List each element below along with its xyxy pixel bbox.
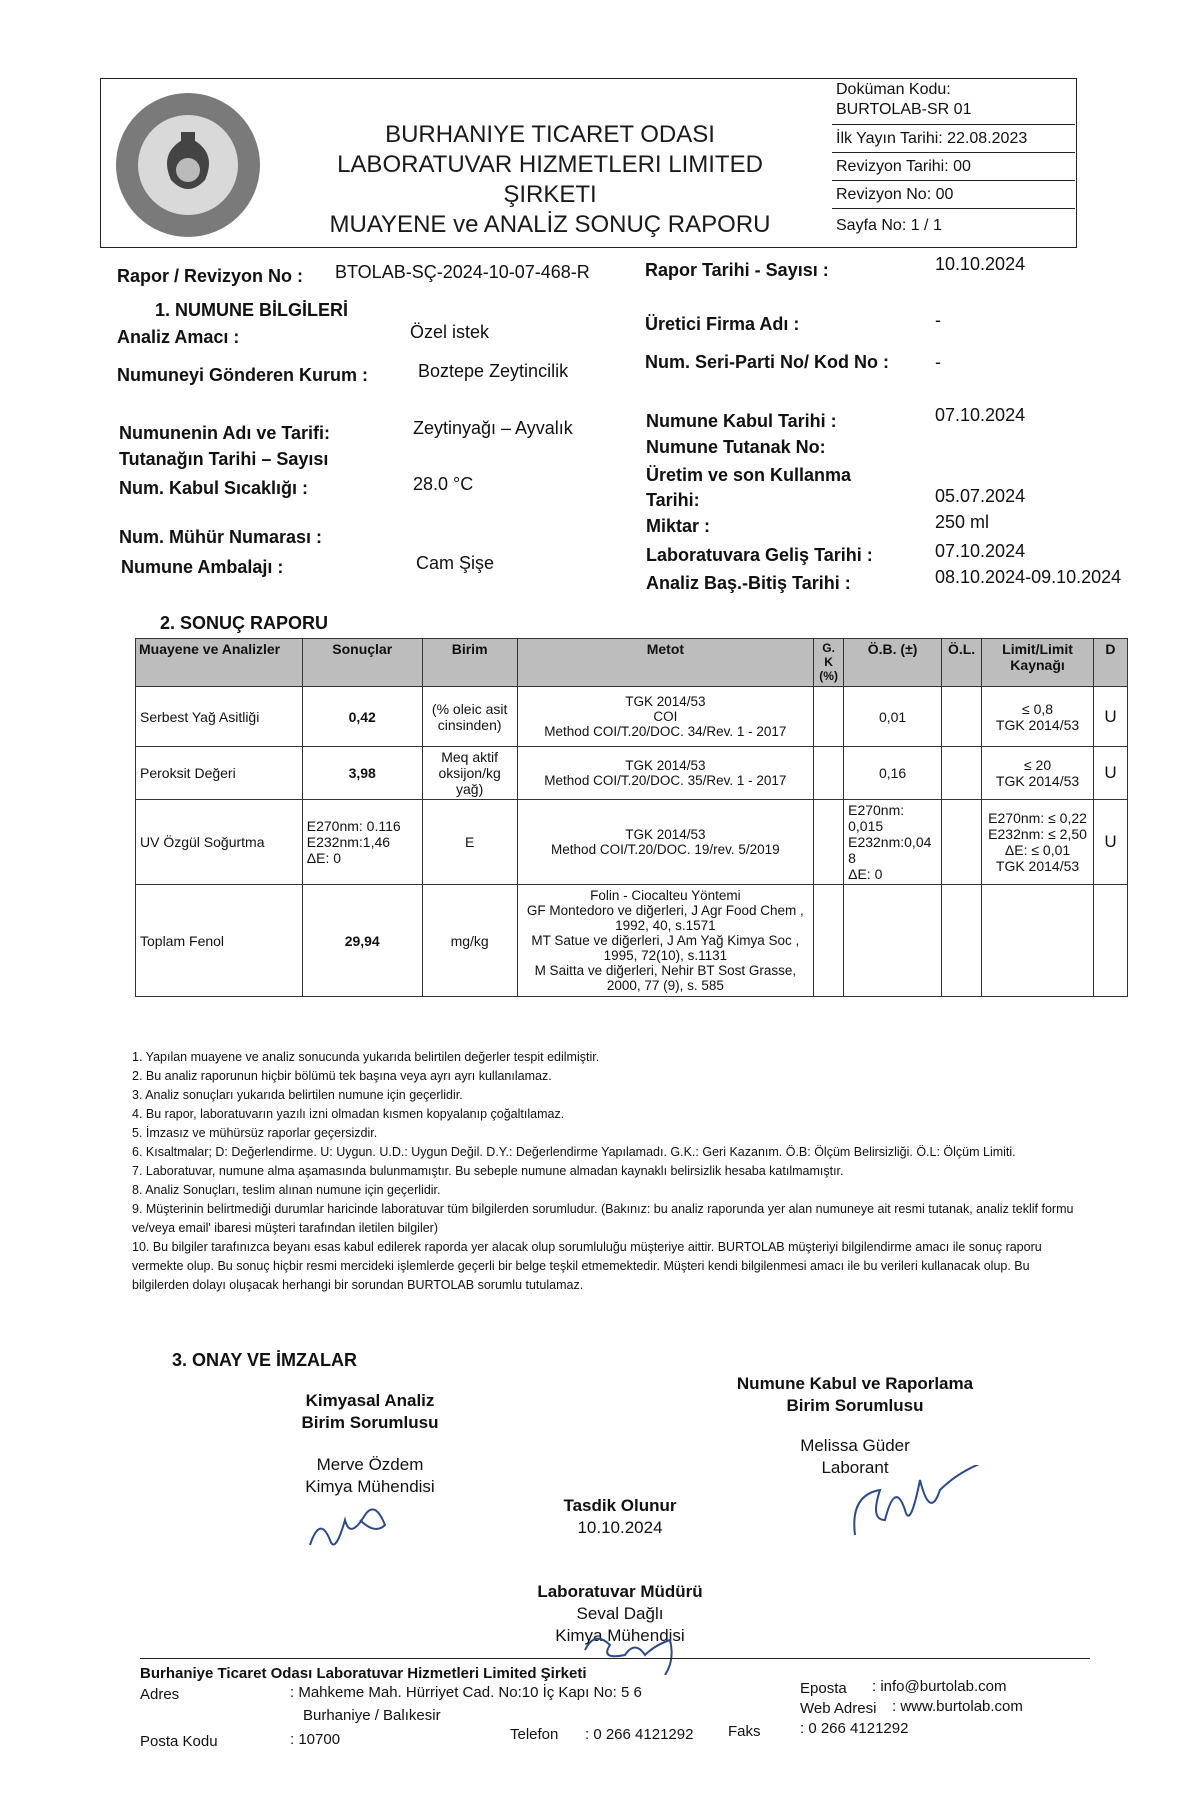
note-item: 3. Analiz sonuçları yukarıda belirtilen numune için geçerlidir. <box>132 1088 463 1102</box>
col-result: Sonuçlar <box>302 639 422 687</box>
cell-unit: Meq aktif oksijon/kg yağ) <box>422 747 517 800</box>
left-signature-mark <box>300 1500 420 1560</box>
footer-phone-value: : 0 266 4121292 <box>585 1726 694 1743</box>
footer-postal-value: : 10700 <box>290 1731 341 1748</box>
cell-limit <box>982 885 1094 997</box>
cell-ob <box>844 885 942 997</box>
report-date-value: 10.10.2024 <box>935 254 1026 274</box>
producer-label: Üretici Firma Adı : <box>645 314 800 334</box>
cell-unit: E <box>422 800 517 885</box>
report-date-label: Rapor Tarihi - Sayısı : <box>645 260 829 280</box>
cell-ol <box>942 800 982 885</box>
org-line-3: MUAYENE ve ANALİZ SONUÇ RAPORU <box>329 211 771 238</box>
sample-name-label: Numunenin Adı ve Tarifi: <box>119 423 331 443</box>
col-method: Metot <box>517 639 814 687</box>
footer-email-label: Eposta <box>800 1680 847 1697</box>
cell-name: Toplam Fenol <box>136 885 303 997</box>
serial-value: - <box>935 352 941 372</box>
left-signature <box>270 1390 470 1498</box>
col-gk: G. K (%) <box>814 639 844 687</box>
analysis-dates-value: 08.10.2024-09.10.2024 <box>935 567 1122 587</box>
note-item: 7. Laboratuvar, numune alma aşamasında bulunmamıştır. Bu sebeple numune almadan kaynaklı belirsizlik hesaba katılmamıştır. <box>132 1164 844 1178</box>
footer-company: Burhaniye Ticaret Odası Laboratuvar Hizmetleri Limited Şirketi <box>140 1665 587 1682</box>
footer-fax-label: Faks <box>728 1723 761 1740</box>
manager-role: Kimya Mühendisi <box>555 1626 685 1645</box>
doc-code-label: Doküman Kodu: <box>836 81 951 98</box>
revision-no: Revizyon No: 00 <box>832 181 1075 209</box>
sender-label: Numuneyi Gönderen Kurum : <box>117 365 369 385</box>
table-row <box>136 885 1128 997</box>
right-sig-role: Laborant <box>821 1458 889 1477</box>
center-signature-mark <box>575 1625 715 1675</box>
footer-postal-label: Posta Kodu <box>140 1733 218 1750</box>
cell-result: 0,42 <box>302 687 422 747</box>
cell-ob: E270nm: 0,015 E232nm:0,04 8 ΔE: 0 <box>844 800 942 885</box>
left-sig-name: Merve Özdem <box>316 1455 424 1474</box>
cell-d: U <box>1093 747 1127 800</box>
cell-limit: ≤ 0,8 TGK 2014/53 <box>982 687 1094 747</box>
left-sig-role: Kimya Mühendisi <box>305 1477 435 1496</box>
page-no: Sayfa No: 1 / 1 <box>836 217 942 234</box>
footer-email-value: : info@burtolab.com <box>872 1678 1007 1695</box>
cell-limit: E270nm: ≤ 0,22 E232nm: ≤ 2,50 ΔE: ≤ 0,01 TGK 2014/53 <box>982 800 1094 885</box>
cell-ol <box>942 747 982 800</box>
results-table <box>135 638 1128 997</box>
section2-title: 2. SONUÇ RAPORU <box>160 613 329 633</box>
org-line-1: BURHANIYE TICARET ODASI <box>385 121 715 148</box>
note-item: 8. Analiz Sonuçları, teslim alınan numune için geçerlidir. <box>132 1183 441 1197</box>
footer-web-value: : www.burtolab.com <box>892 1698 1023 1715</box>
col-limit: Limit/Limit Kaynağı <box>982 639 1094 687</box>
col-analysis: Muayene ve Analizler <box>136 639 303 687</box>
cell-result: 29,94 <box>302 885 422 997</box>
cell-d <box>1093 885 1127 997</box>
right-sig-name: Melissa Güder <box>800 1436 910 1455</box>
col-ob: Ö.B. (±) <box>844 639 942 687</box>
serial-label: Num. Seri-Parti No/ Kod No : <box>645 352 890 372</box>
right-sig-title2: Birim Sorumlusu <box>786 1396 924 1415</box>
footer-fax-value: : 0 266 4121292 <box>800 1720 909 1737</box>
cell-method: TGK 2014/53 Method COI/T.20/DOC. 19/rev. 5/2019 <box>517 800 814 885</box>
cell-gk <box>814 687 844 747</box>
analysis-purpose-label: Analiz Amacı : <box>117 327 240 347</box>
cell-result: E270nm: 0.116 E232nm:1,46 ΔE: 0 <box>302 800 422 885</box>
cell-result: 3,98 <box>302 747 422 800</box>
cell-limit: ≤ 20 TGK 2014/53 <box>982 747 1094 800</box>
record-date-label: Tutanağın Tarihi – Sayısı <box>119 449 329 469</box>
cell-name: UV Özgül Soğurtma <box>136 800 303 885</box>
cell-name: Serbest Yağ Asitliği <box>136 687 303 747</box>
section3-title: 3. ONAY VE İMZALAR <box>172 1350 358 1370</box>
cell-gk <box>814 885 844 997</box>
cell-ob: 0,16 <box>844 747 942 800</box>
note-item: 2. Bu analiz raporunun hiçbir bölümü tek başına veya ayrı ayrı kullanılamaz. <box>132 1069 552 1083</box>
sample-name-value: Zeytinyağı – Ayvalık <box>413 418 573 438</box>
cell-d: U <box>1093 800 1127 885</box>
approval-label: Tasdik Olunur <box>563 1496 677 1515</box>
table-row <box>136 800 1128 885</box>
right-signature <box>715 1373 995 1479</box>
table-row <box>136 747 1128 800</box>
doc-meta-box <box>832 78 1075 242</box>
footer-address-label: Adres <box>140 1686 180 1703</box>
note-item: 10. Bu bilgiler tarafınızca beyanı esas kabul edilerek raporda yer alacak olup sorumluluğu müşteriye aittir. BURTOLAB müşteriyi bilgilendirme amacı ile sonuç raporu vermekte olup. Bu sonuç hiçbir resmi mercideki işlemlerde geçerli bir belge teşkil etmemektedir. Müşteri kendi bilgilenmesi amacı ile bu verileri kullanacak olup. Bu bilgilerden dolayı oluşacak herhangi bir sorundan BURTOLAB sorumlu tutulamaz. <box>132 1240 1042 1292</box>
cell-gk <box>814 747 844 800</box>
footer-address-1: : Mahkeme Mah. Hürriyet Cad. No:10 İç Kapı No: 5 6 <box>290 1684 642 1701</box>
revision-date: Revizyon Tarihi: 00 <box>832 153 1075 181</box>
col-d: D <box>1093 639 1127 687</box>
first-pub-date: İlk Yayın Tarihi: 22.08.2023 <box>832 125 1075 153</box>
cell-ob: 0,01 <box>844 687 942 747</box>
cell-method: TGK 2014/53 COI Method COI/T.20/DOC. 34/Rev. 1 - 2017 <box>517 687 814 747</box>
right-sig-title1: Numune Kabul ve Raporlama <box>736 1374 974 1393</box>
cell-d: U <box>1093 687 1127 747</box>
right-signature-mark <box>835 1465 995 1545</box>
org-line-2: LABORATUVAR HIZMETLERI LIMITED ŞIRKETI <box>337 151 763 208</box>
report-rev-value: BTOLAB-SÇ-2024-10-07-468-R <box>335 262 590 282</box>
cell-ol <box>942 687 982 747</box>
production-date-value: 05.07.2024 <box>935 486 1026 506</box>
cell-unit: mg/kg <box>422 885 517 997</box>
producer-value: - <box>935 310 941 330</box>
accept-date-label: Numune Kabul Tarihi : <box>646 411 837 431</box>
lab-arrival-value: 07.10.2024 <box>935 541 1026 561</box>
quantity-label: Miktar : <box>646 516 711 536</box>
footer-web-label: Web Adresi <box>800 1700 877 1717</box>
approval-date: 10.10.2024 <box>577 1518 663 1537</box>
lab-arrival-label: Laboratuvara Geliş Tarihi : <box>646 545 873 565</box>
report-rev-label: Rapor / Revizyon No : <box>117 266 304 286</box>
footer-divider <box>140 1658 1090 1659</box>
left-sig-title2: Birim Sorumlusu <box>301 1413 439 1432</box>
record-no-label: Numune Tutanak No: <box>646 437 826 457</box>
cell-gk <box>814 800 844 885</box>
production-label: Üretim ve son Kullanma <box>646 465 852 485</box>
seal-no-label: Num. Mühür Numarası : <box>119 527 323 547</box>
note-item: 5. İmzasız ve mühürsüz raporlar geçersizdir. <box>132 1126 378 1140</box>
header-titles <box>290 120 810 240</box>
note-item: 1. Yapılan muayene ve analiz sonucunda yukarıda belirtilen değerler tespit edilmiştir. <box>132 1050 600 1064</box>
note-item: 9. Müşterinin belirtmediği durumlar haricinde laboratuvar tüm bilgilerden sorumludur. (Bakınız: bu analiz raporunda yer alan numuneye ait resmi tutanak, analiz teklif formu ve/veya email' ibaresi müşteri tarafından iletilen bilgiler) <box>132 1202 1074 1235</box>
col-ol: Ö.L. <box>942 639 982 687</box>
note-item: 6. Kısaltmalar; D: Değerlendirme. U: Uygun. U.D.: Uygun Değil. D.Y.: Değerlendirme Yapılamadı. G.K.: Geri Kazanım. Ö.B: Ölçüm Belirsizliği. Ö.L: Ölçüm Limiti. <box>132 1145 1016 1159</box>
packaging-value: Cam Şişe <box>416 553 495 573</box>
left-sig-title1: Kimyasal Analiz <box>305 1391 435 1410</box>
table-row <box>136 687 1128 747</box>
accept-temp-value: 28.0 °C <box>413 474 474 494</box>
cell-method: TGK 2014/53 Method COI/T.20/DOC. 35/Rev. 1 - 2017 <box>517 747 814 800</box>
notes-list <box>132 1048 1077 1295</box>
sender-value: Boztepe Zeytincilik <box>418 361 569 381</box>
analysis-purpose-value: Özel istek <box>410 322 490 342</box>
quantity-value: 250 ml <box>935 512 990 532</box>
accept-date-value: 07.10.2024 <box>935 405 1026 425</box>
manager-title: Laboratuvar Müdürü <box>537 1582 703 1601</box>
cell-method: Folin - Ciocalteu Yöntemi GF Montedoro ve diğerleri, J Agr Food Chem , 1992, 40, s.1571 MT Satue ve diğerleri, J Am Yağ Kimya Soc , 1995, 72(10), s.1131 M Saitta ve diğerleri, Nehir BT Sost Grasse, 2000, 77 (9), s. 585 <box>517 885 814 997</box>
cell-unit: (% oleic asit cinsinden) <box>422 687 517 747</box>
analysis-dates-label: Analiz Baş.-Bitiş Tarihi : <box>646 573 851 593</box>
production-date-label: Tarihi: <box>646 490 700 510</box>
doc-code: BURTOLAB-SR 01 <box>836 101 972 118</box>
footer-address-2: Burhaniye / Balıkesir <box>303 1707 441 1724</box>
doc-code-cell <box>832 78 1075 125</box>
cell-ol <box>942 885 982 997</box>
accept-temp-label: Num. Kabul Sıcaklığı : <box>119 478 309 498</box>
organization-logo <box>113 90 263 240</box>
col-unit: Birim <box>422 639 517 687</box>
manager-name: Seval Dağlı <box>576 1604 664 1623</box>
footer-phone-label: Telefon <box>510 1726 559 1743</box>
note-item: 4. Bu rapor, laboratuvarın yazılı izni olmadan kısmen kopyalanıp çoğaltılamaz. <box>132 1107 565 1121</box>
section1-title: 1. NUMUNE BİLGİLERİ <box>155 300 349 320</box>
packaging-label: Numune Ambalajı : <box>121 557 284 577</box>
cell-name: Peroksit Değeri <box>136 747 303 800</box>
